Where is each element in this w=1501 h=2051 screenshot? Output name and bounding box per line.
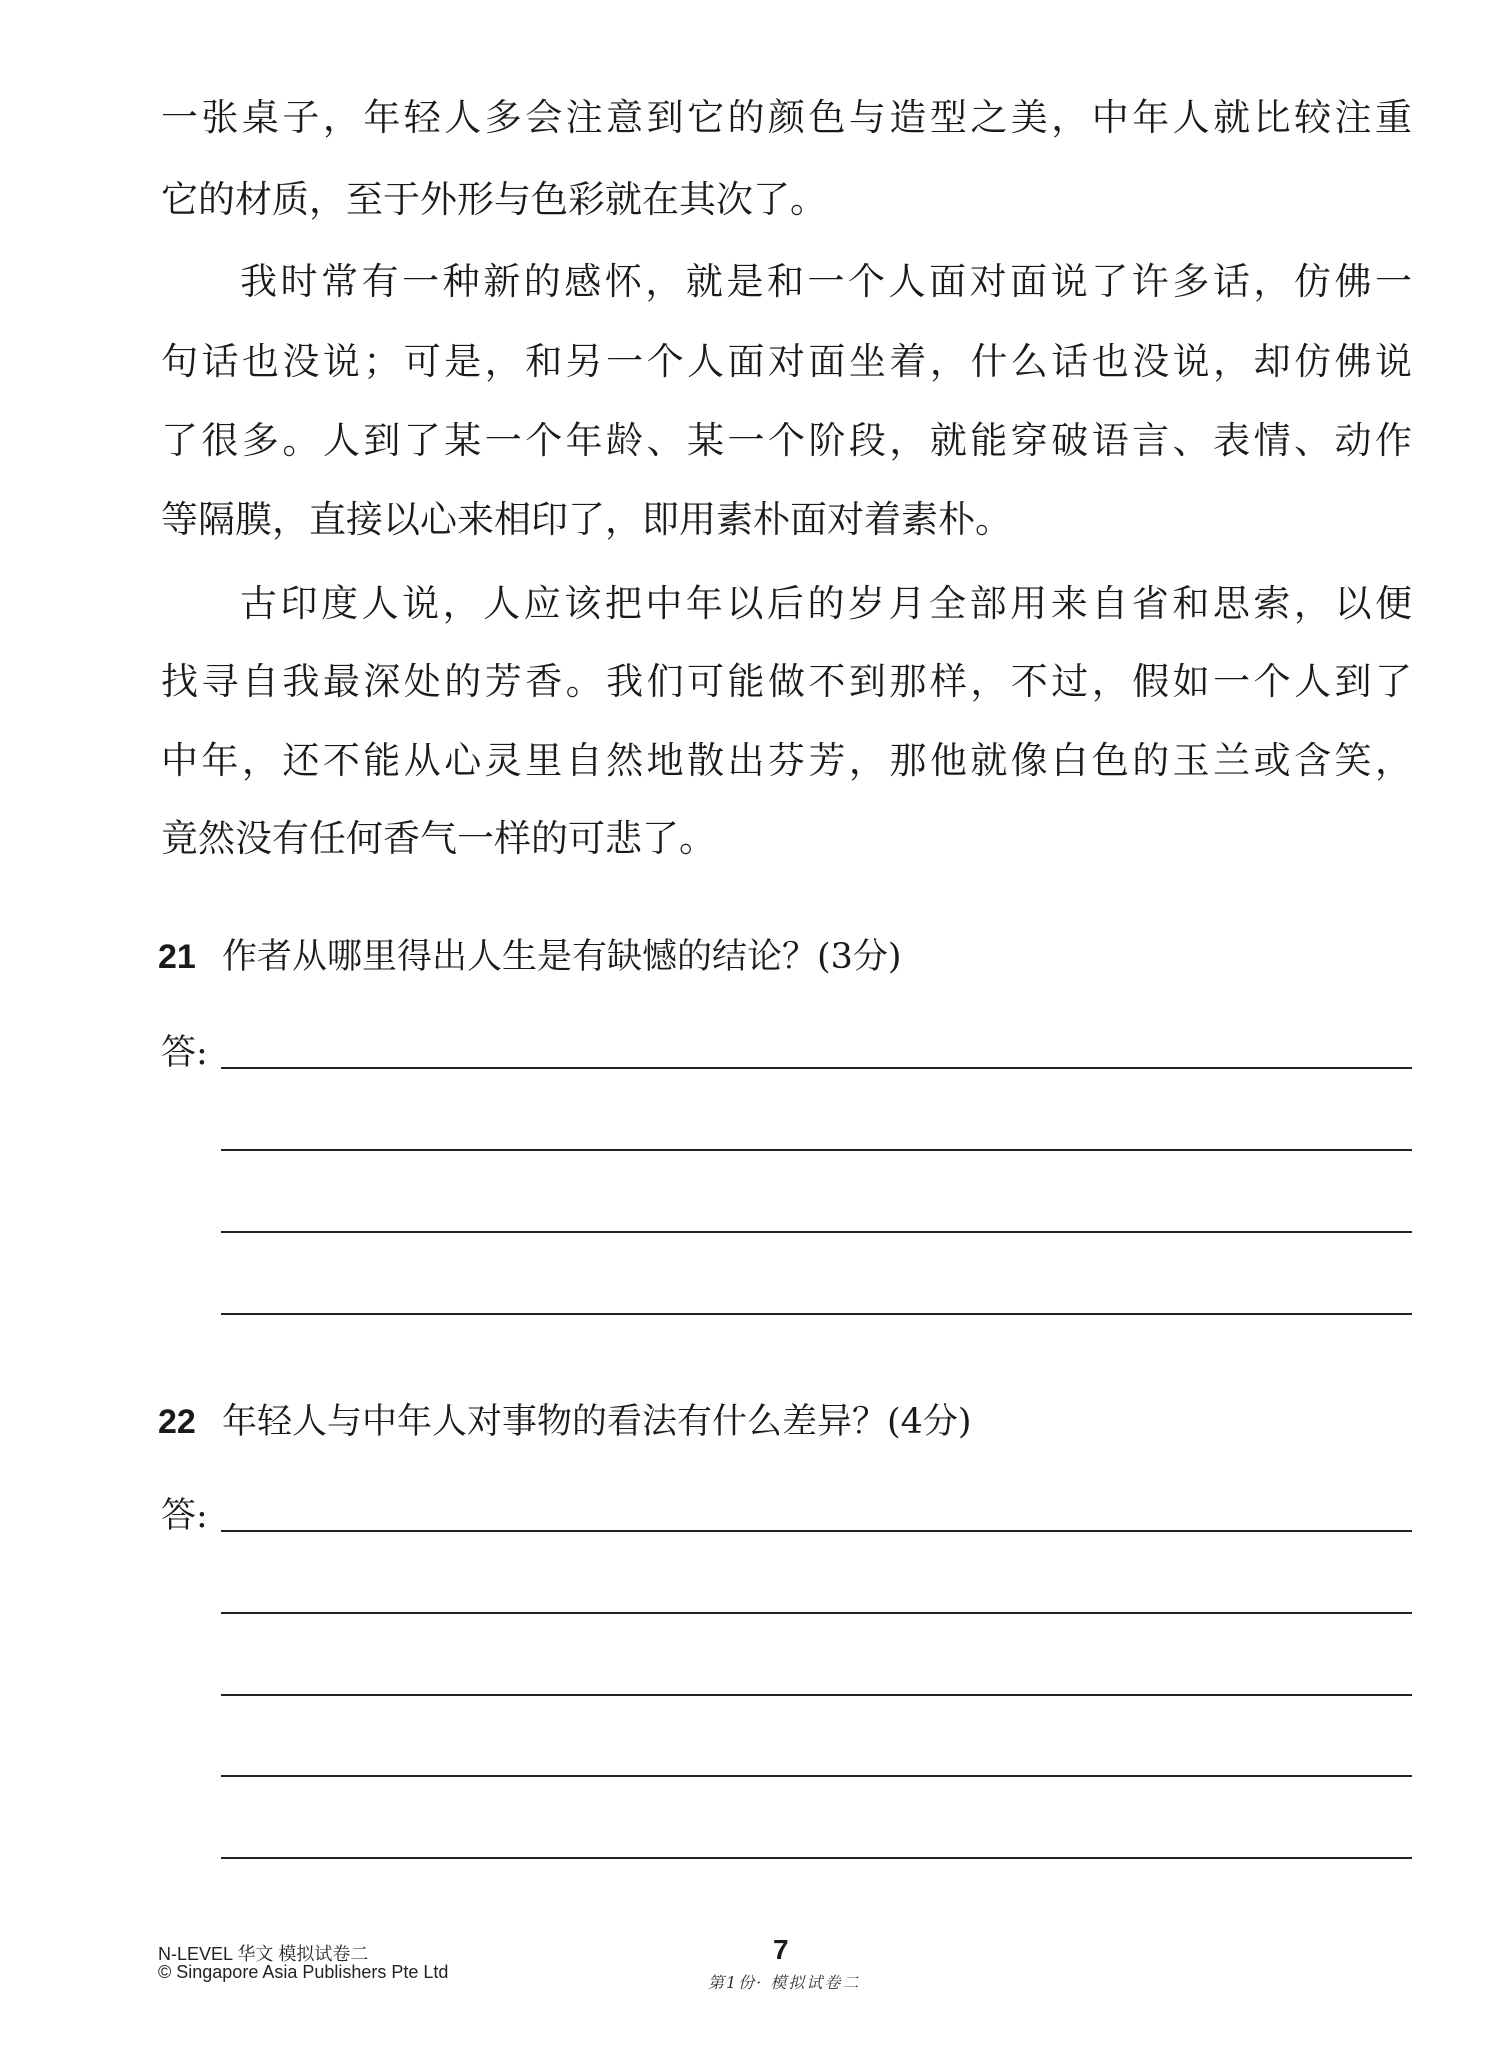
footer-copyright: © Singapore Asia Publishers Pte Ltd [158,1962,449,1982]
footer-series: N-LEVEL 华文 模拟试卷二 [158,1944,369,1964]
passage-line: 它的材质，至于外形与色彩就在其次了。 [161,178,827,221]
answer-line[interactable] [221,1149,1412,1151]
passage-line: 一张桌子，年轻人多会注意到它的颜色与造型之美，中年人就比较注重 [161,96,1412,139]
answer-line[interactable] [221,1530,1412,1532]
answer-line[interactable] [221,1612,1412,1614]
page-number: 7 [773,1934,789,1965]
answer-line[interactable] [221,1857,1412,1859]
answer-line[interactable] [221,1775,1412,1777]
question-prompt [158,927,902,987]
question-text: 年轻人与中年人对事物的看法有什么差异？(4分) [222,1402,972,1442]
answer-label: 答: [161,1033,208,1073]
question-text: 作者从哪里得出人生是有缺憾的结论？(3分) [222,937,902,977]
answer-line[interactable] [221,1694,1412,1696]
passage-line: 古印度人说，人应该把中年以后的岁月全部用来自省和思索，以便 [240,582,1412,625]
answer-line[interactable] [221,1231,1412,1233]
passage-line: 等隔膜，直接以心来相印了，即用素朴面对着素朴。 [161,498,1012,541]
answer-line[interactable] [221,1313,1412,1315]
question-number: 21 [158,938,196,976]
question-prompt [158,1392,972,1452]
passage-line: 句话也没说；可是，和另一个人面对面坐着，什么话也没说，却仿佛说 [161,340,1412,383]
handwritten-note: 第1份· 模拟试卷二 [708,1973,861,1992]
passage-line: 找寻自我最深处的芳香。我们可能做不到那样，不过，假如一个人到了 [161,660,1412,703]
passage-line: 中年，还不能从心灵里自然地散出芬芳，那他就像白色的玉兰或含笑， [161,739,1412,782]
answer-line[interactable] [221,1067,1412,1069]
passage-line: 了很多。人到了某一个年龄、某一个阶段，就能穿破语言、表情、动作 [161,419,1412,462]
question-number: 22 [158,1403,196,1441]
passage-line: 我时常有一种新的感怀，就是和一个人面对面说了许多话，仿佛一 [240,260,1412,303]
answer-label: 答: [161,1496,208,1536]
passage-line: 竟然没有任何香气一样的可悲了。 [161,817,716,860]
